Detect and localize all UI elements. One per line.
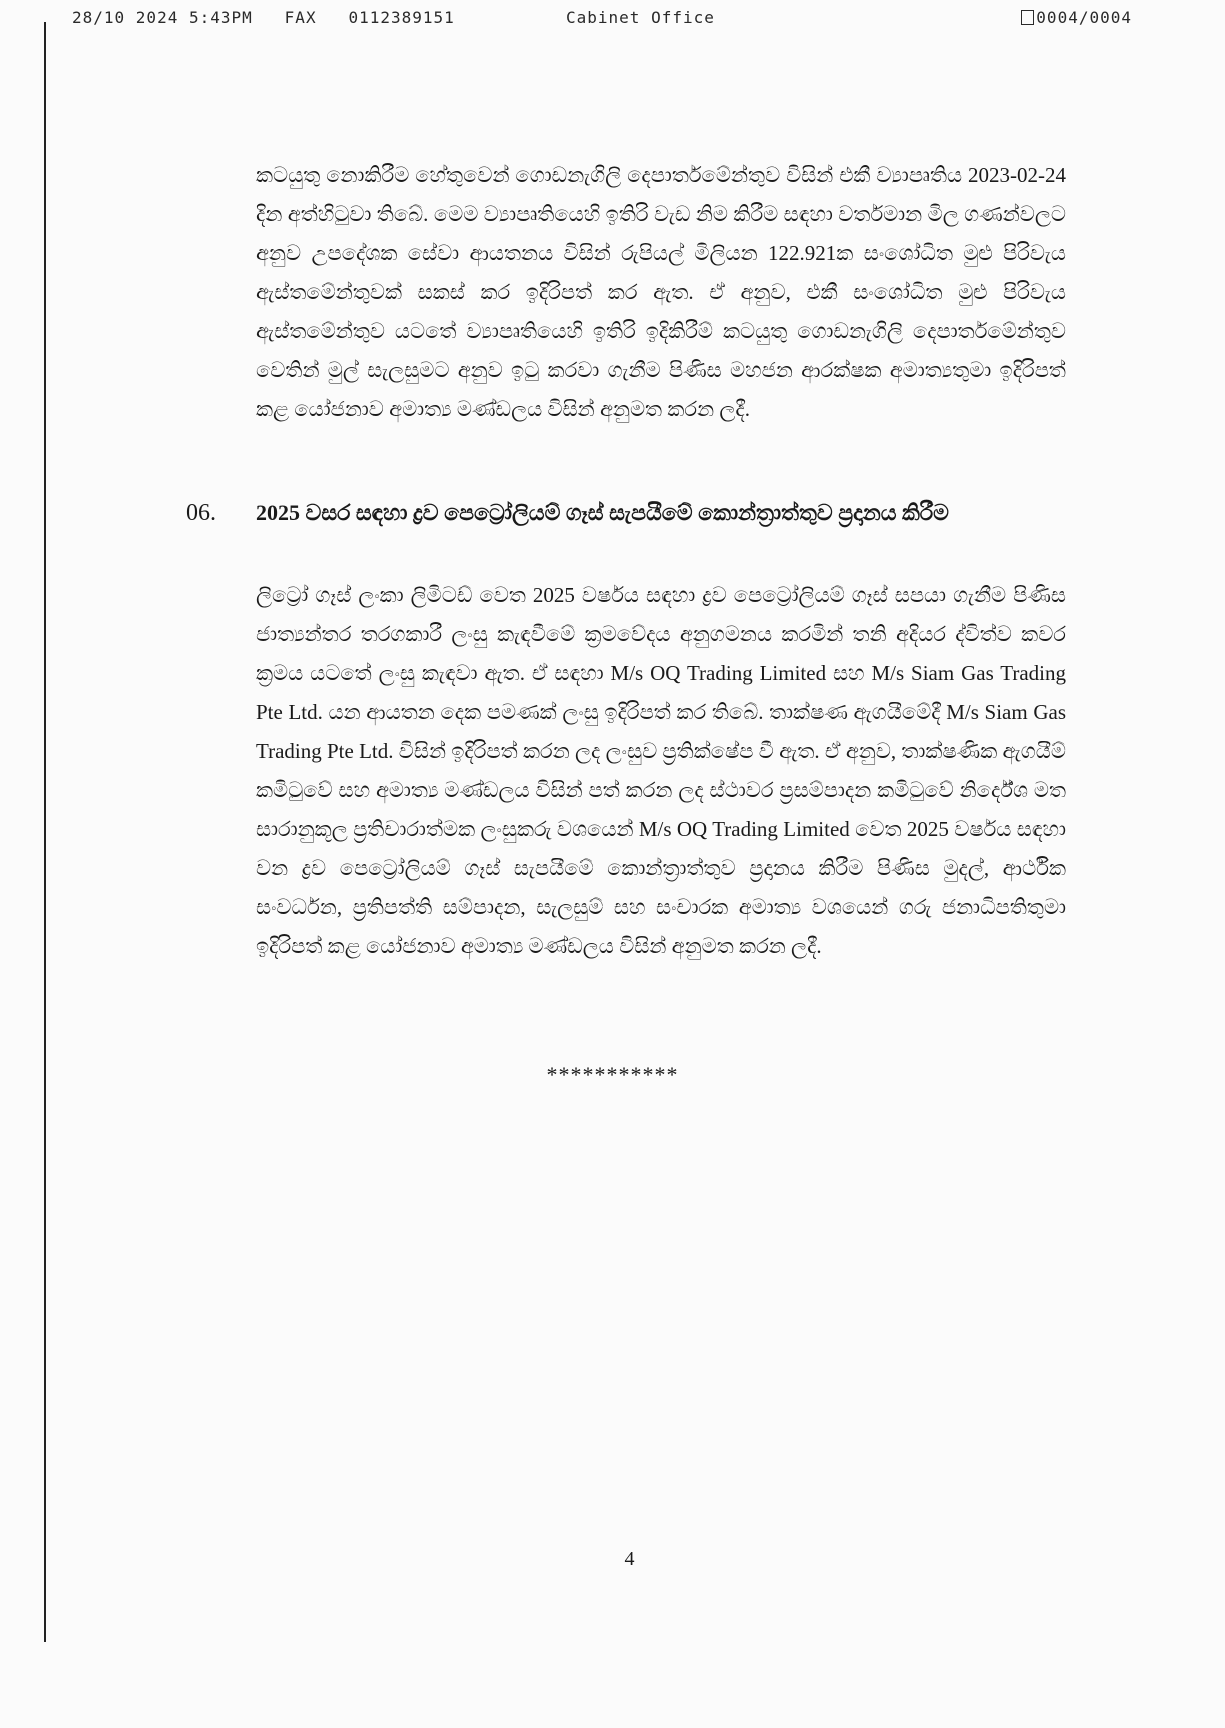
paragraph-continued: කටයුතු නොකිරීම හේතුවෙන් ගොඩනැගිලි දෙපාර්තමේන්තුව විසින් එකී ව්‍යාපෘතිය 2023-02-24 දින අත්හිටුවා තිබේ. මෙම ව්‍යාපෘතියෙහි ඉතිරි වැඩ නිම කිරීම සඳහා වර්තමාන මිල ගණන්වලට අනුව උපදේශක සේවා ආයතනය විසින් රුපියල් මිලියන 122.921ක සංශෝධිත මුළු පිරිවැය ඇස්තමේන්තුවක් සකස් කර ඉදිරිපත් කර ඇත. ඒ අනුව, එකී සංශෝධිත මුළු පිරිවැය ඇස්තමේන්තුව යටතේ ව්‍යාපෘතියෙහි ඉතිරි ඉදිකිරීම් කටයුතු ගොඩනැගිලි දෙපාර්තමේන්තුව වෙතින් මුල් සැලසුමට අනුව ඉටු කරවා ගැනීම පිණිස මහජන ආරක්ෂක අමාත්‍යතුමා ඉදිරිපත් කළ යෝජනාව අමාත්‍ය මණ්ඩලය විසින් අනුමත කරන ලදී. [256,163,1066,421]
fax-header [72,8,1132,32]
fax-label: FAX [284,8,317,27]
section-paragraph: ලිට්‍රෝ ගෑස් ලංකා ලිමිටඩ් වෙත 2025 වර්ෂය සඳහා ද්‍රව පෙට්‍රෝලියම් ගෑස් සපයා ගැනීම පිණිස ජාත්‍යන්තර තරගකාරී ලංසු කැඳවීමේ ක්‍රමවේදය අනුගමනය කරමින් තනි අදියර ද්විත්ව කවර ක්‍රමය යටතේ ලංසු කැඳවා ඇත. ඒ සඳහා M/s OQ Trading Limited සහ M/s Siam Gas Trading Pte Ltd. යන ආයතන දෙක පමණක් ලංසු ඉදිරිපත් කර තිබේ. තාක්ෂණ ඇගයීමේදී M/s Siam Gas Trading Pte Ltd. විසින් ඉදිරිපත් කරන ලද ලංසුව ප්‍රතික්ෂේප වී ඇත. ඒ අනුව, තාක්ෂණික ඇගයීම් කමිටුවේ සහ අමාත්‍ය මණ්ඩලය විසින් පත් කරන ලද ස්ථාවර ප්‍රසම්පාදන කමිටුවේ නිර්දේශ මත සාරානුකූල ප්‍රතිචාරාත්මක ලංසුකරු වශයෙන් M/s OQ Trading Limited වෙත 2025 වර්ෂය සඳහා වන ද්‍රව පෙට්‍රෝලියම් ගෑස් සැපයීමේ කොන්ත්‍රාත්තුව ප්‍රදානය කිරීම පිණිස මුදල්, ආර්ථික සංවර්ධන, ප්‍රතිපත්ති සම්පාදන, සැලසුම් සහ සංචාරක අමාත්‍ය වශයෙන් ගරු ජනාධිපතිතුමා ඉදිරිපත් කළ යෝජනාව අමාත්‍ය මණ්ඩලය විසින් අනුමත කරන ලදී. [256,583,1066,958]
fax-page-counter-group [1021,8,1132,27]
fax-number: 0112389151 [348,8,455,27]
fax-datetime-and-number [72,8,455,27]
fax-page-counter: 0004/0004 [1036,8,1132,27]
left-margin-line [44,22,46,1642]
separator-stars: *********** [546,1062,679,1087]
page-number: 4 [624,1548,635,1570]
checkbox-icon [1021,10,1034,25]
section-number: 06. [186,500,216,526]
fax-datetime: 28/10 2024 5:43PM [72,8,253,27]
fax-sender: Cabinet Office [566,8,715,27]
section-title: 2025 වසර සඳහා ද්‍රව පෙට්‍රෝලියම් ගෑස් සැපයීමේ කොන්ත්‍රාත්තුව ප්‍රදානය කිරීම [256,500,950,525]
